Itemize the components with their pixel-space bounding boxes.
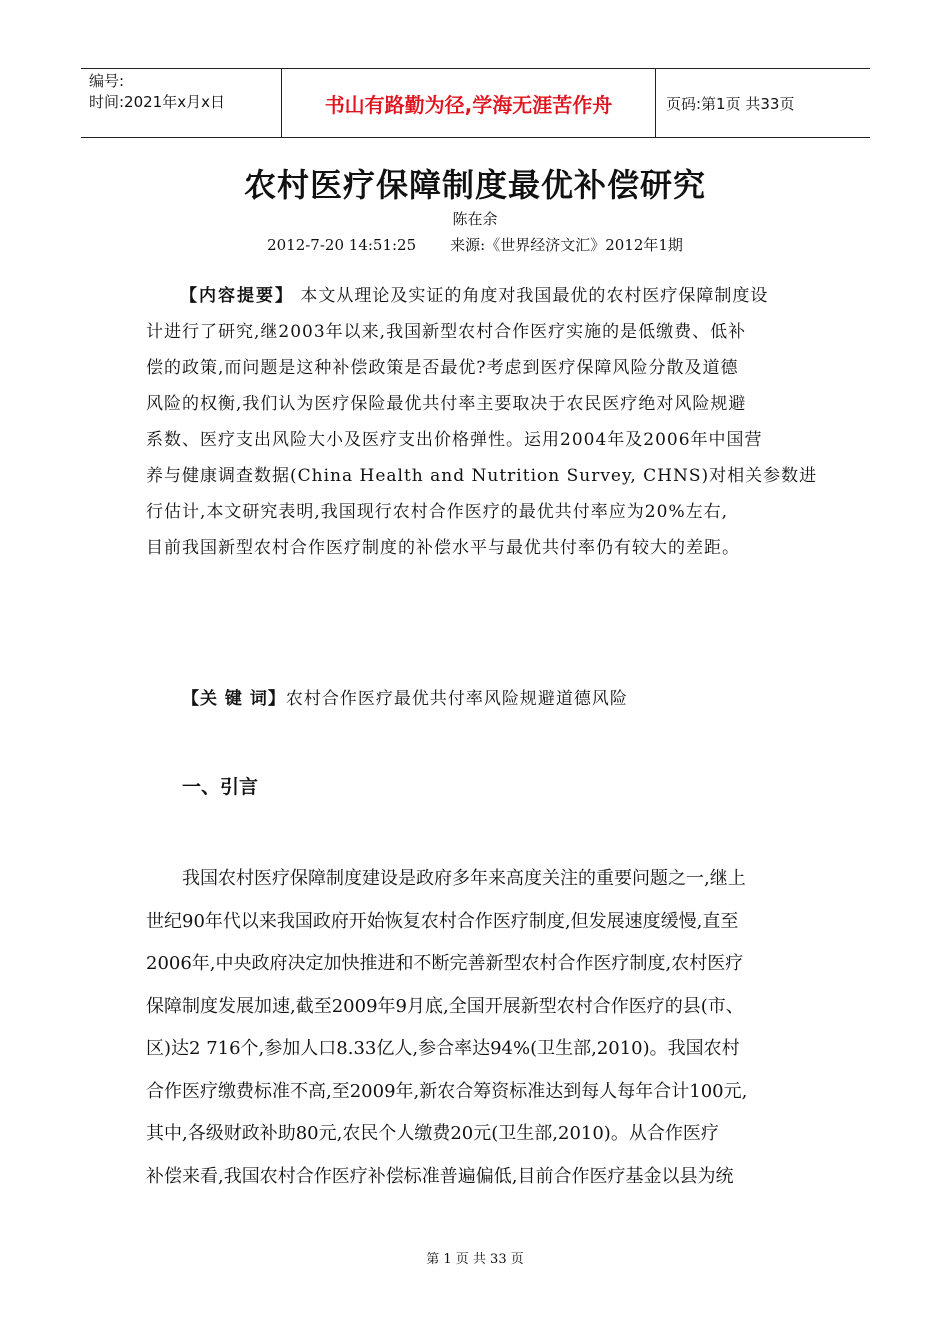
page-footer: 第 1 页 共 33 页 [426, 1252, 524, 1267]
keywords [182, 684, 628, 709]
body-line: 我国农村医疗保障制度建设是政府多年来高度关注的重要问题之一,继上 [182, 868, 746, 889]
page-info-cell [656, 69, 870, 137]
header-meta-cell [81, 69, 281, 137]
section-heading: 一、引言 [182, 776, 259, 798]
body-line: 保障制度发展加速,截至2009年9月底,全国开展新型农村合作医疗的县(市、 [146, 995, 744, 1017]
abstract-line: 【内容提要】 本文从理论及实证的角度对我国最优的农村医疗保障制度设 [180, 286, 769, 306]
motto-cell [281, 69, 656, 137]
article-author: 陈在余 [452, 210, 498, 228]
abstract-line: 计进行了研究,继2003年以来,我国新型农村合作医疗实施的是低缴费、低补 [146, 322, 747, 342]
number-label: 编号: [89, 72, 125, 90]
body-line: 区)达2 716个,参加人口8.33亿人,参合率达94%(卫生部,2010)。我国农村 [146, 1038, 740, 1059]
abstract-label: 【内容提要】 [180, 286, 294, 306]
abstract-line: 系数、医疗支出风险大小及医疗支出价格弹性。运用2004年及2006年中国营 [146, 430, 763, 450]
document-header [81, 68, 870, 138]
abstract-line: 风险的权衡,我们认为医疗保险最优共付率主要取决于农民医疗绝对风险规避 [146, 394, 747, 414]
keywords-label: 【关 键 词】 [182, 689, 286, 709]
motto-text: 书山有路勤为径,学海无涯苦作舟 [324, 92, 613, 117]
article-datetime: 2012-7-20 14:51:25 [267, 236, 417, 254]
page-info-text: 页码:第1页 共33页 [666, 94, 795, 113]
keywords-text: 农村合作医疗最优共付率风险规避道德风险 [285, 689, 628, 709]
time-label: 时间:2021年x月x日 [89, 93, 225, 111]
article-title: 农村医疗保障制度最优补偿研究 [243, 166, 706, 204]
abstract-line: 偿的政策,而问题是这种补偿政策是否最优?考虑到医疗保障风险分散及道德 [146, 358, 739, 378]
article-source: 来源:《世界经济文汇》2012年1期 [450, 236, 683, 254]
section-body [146, 858, 826, 1198]
article-meta [0, 234, 950, 255]
body-line: 2006年,中央政府决定加快推进和不断完善新型农村合作医疗制度,农村医疗 [146, 953, 744, 974]
body-line: 其中,各级财政补助80元,农民个人缴费20元(卫生部,2010)。从合作医疗 [146, 1123, 719, 1144]
abstract-line: 目前我国新型农村合作医疗制度的补偿水平与最优共付率仍有较大的差距。 [146, 538, 740, 558]
body-line: 补偿来看,我国农村合作医疗补偿标准普遍偏低,目前合作医疗基金以县为统 [146, 1165, 734, 1187]
abstract-line: 行估计,本文研究表明,我国现行农村合作医疗的最优共付率应为20%左右, [146, 502, 728, 522]
abstract [146, 278, 816, 566]
body-line: 合作医疗缴费标准不高,至2009年,新农合筹资标准达到每人每年合计100元, [146, 1080, 748, 1102]
abstract-line: 养与健康调查数据(China Health and Nutrition Survey, CHNS)对相关参数进 [146, 466, 818, 486]
body-line: 世纪90年代以来我国政府开始恢复农村合作医疗制度,但发展速度缓慢,直至 [146, 910, 739, 932]
